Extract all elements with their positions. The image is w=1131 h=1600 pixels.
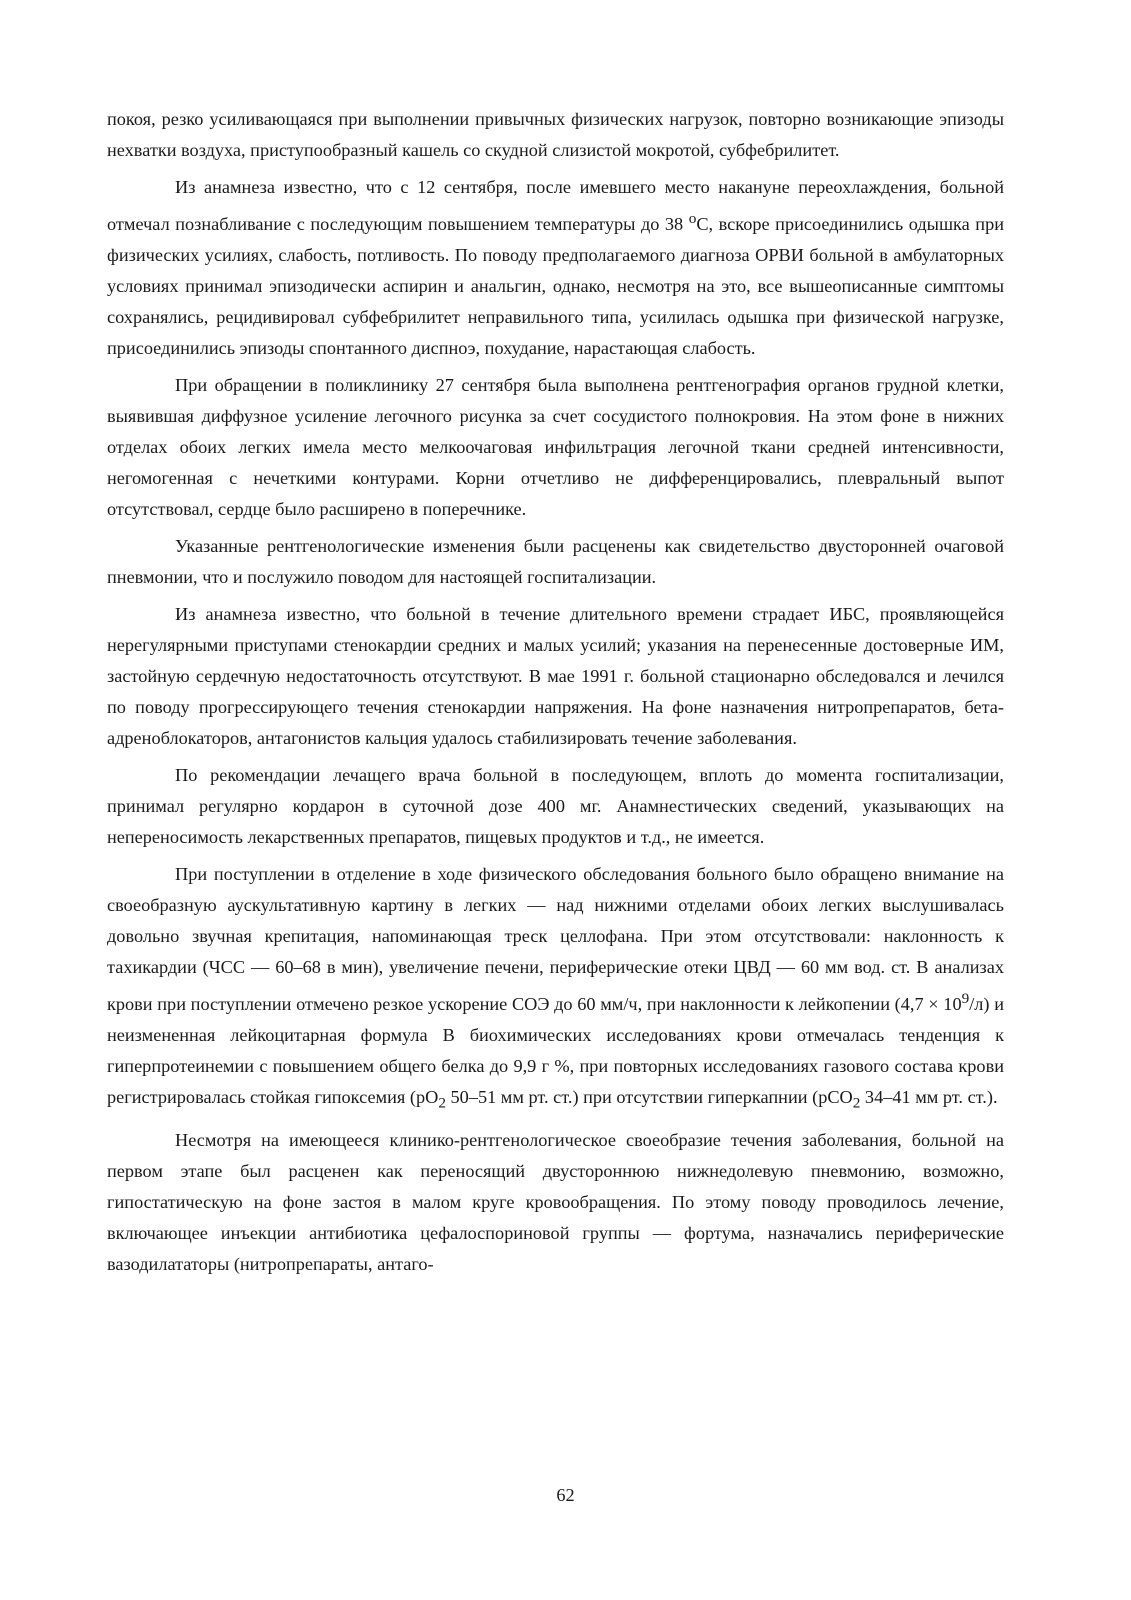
text-run: По рекомендации лечащего врача больной в последующем, вплоть до момента госпитализации, принимал регулярно кордарон в суточной дозе 400 мг. Анамнестических сведений, указывающих на непереносимость лекарственных препаратов, пищевых продуктов и т.д., не имеется. (107, 765, 1004, 848)
text-run: Указанные рентгенологические изменения были расценены как свидетельство двусторонней очаговой пневмонии, что и послужило поводом для настоящей госпитализации. (107, 536, 1004, 588)
paragraph-continuation-symptoms (107, 104, 1004, 166)
carbon-dioxide-subscript: 2 (852, 1094, 861, 1112)
exponent-superscript: 9 (961, 990, 970, 1008)
body-text (107, 104, 1004, 1280)
text-run: Из анамнеза известно, что больной в течение длительного времени страдает ИБС, проявляющейся нерегулярными приступами стенокардии средних и малых усилий; указания на перенесенные достоверные ИМ, застойную сердечную недостаточность отсутствуют. В мае 1991 г. больной стационарно обследовался и лечился по поводу прогрессирующего течения стенокардии напряжения. На фоне назначения нитропрепаратов, бета-адреноблокаторов, антагонистов кальция удалось стабилизировать течение заболевания. (107, 604, 1004, 749)
paragraph-xray-findings (107, 370, 1004, 525)
text-run: При обращении в поликлинику 27 сентября была выполнена рентгенография органов грудной клетки, выявившая диффузное усиление легочного рисунка за счет сосудистого полнокровия. На этом фоне в нижних отделах обоих легких имела место мелкоочаговая инфильтрация легочной ткани средней интенсивности, негомогенная с нечеткими контурами. Корни отчетливо не дифференцировались, плевральный выпот отсутствовал, сердце было расширено в поперечнике. (107, 375, 1004, 520)
text-run: покоя, резко усиливающаяся при выполнении привычных физических нагрузок, повторно возникающие эпизоды нехватки воздуха, приступообразный кашель со скудной слизистой мокротой, субфебрилитет. (107, 109, 1004, 160)
degree-superscript: o (688, 210, 697, 227)
page-number: 62 (556, 1485, 575, 1505)
text-run: При поступлении в отделение в ходе физического обследования больного было обращено внимание на своеобразную аускультативную картину в легких — над нижними отделами обоих легких выслушивалась довольно звучная крепитация, напоминающая треск целлофана. При этом отсутствовали: наклонность к тахикардии (ЧСС — 60–68 в мин), увеличение печени, периферические отеки ЦВД — 60 мм вод. ст. В анализах крови при поступлении отмечено резкое ускорение СОЭ до 60 мм/ч, при наклонности к лейкопении (4,7 × 10 (107, 864, 1004, 1015)
paragraph-xray-interpretation (107, 531, 1004, 593)
paragraph-anamnesis-onset (107, 172, 1004, 364)
paragraph-cordarone (107, 760, 1004, 853)
text-run: Несмотря на имеющееся клинико-рентгенологическое своеобразие течения заболевания, больной на первом этапе был расценен как переносящий двустороннюю нижнедолевую пневмонию, возможно, гипостатическую на фоне застоя в малом круге кровообращения. По этому поводу проводилось лечение, включающее инъекции антибиотика цефалоспориновой группы — фортума, назначались периферические вазодилататоры (нитропрепараты, антаго- (107, 1129, 1004, 1274)
oxygen-subscript: 2 (438, 1094, 446, 1112)
text-run: 34–41 мм рт. ст.). (860, 1087, 998, 1108)
text-run: 50–51 мм рт. ст.) при отсутствии гиперкапнии (рСО (445, 1087, 853, 1108)
paragraph-ischemic-history (107, 599, 1004, 754)
text-run: /л) и неизмененная лейкоцитарная формула В биохимических исследованиях крови отмечалась тенденция к гиперпротеинемии с повышением общего белка до 9,9 г %, при повторных исследованиях газового состава крови регистрировалась стойкая гипоксемия (рО (107, 994, 1004, 1108)
text-run: С, вскоре присоединились одышка при физических усилиях, слабость, потливость. По поводу предполагаемого диагноза ОРВИ больной в амбулаторных условиях принимал эпизодически аспирин и анальгин, однако, несмотря на это, все вышеописанные симптомы сохранялись, рецидивировал субфебрилитет неправильного типа, усилилась одышка при физической нагрузке, присоединились эпизоды спонтанного диспноэ, похудание, нарастающая слабость. (107, 214, 1004, 359)
paragraph-treatment (107, 1125, 1004, 1280)
text-run: Из анамнеза известно, что с 12 сентября, после имевшего место накануне переохлаждения, больной отмечал познабливание с последующим повышением температуры до 38 (107, 177, 1004, 235)
paragraph-admission-exam (107, 859, 1004, 1119)
